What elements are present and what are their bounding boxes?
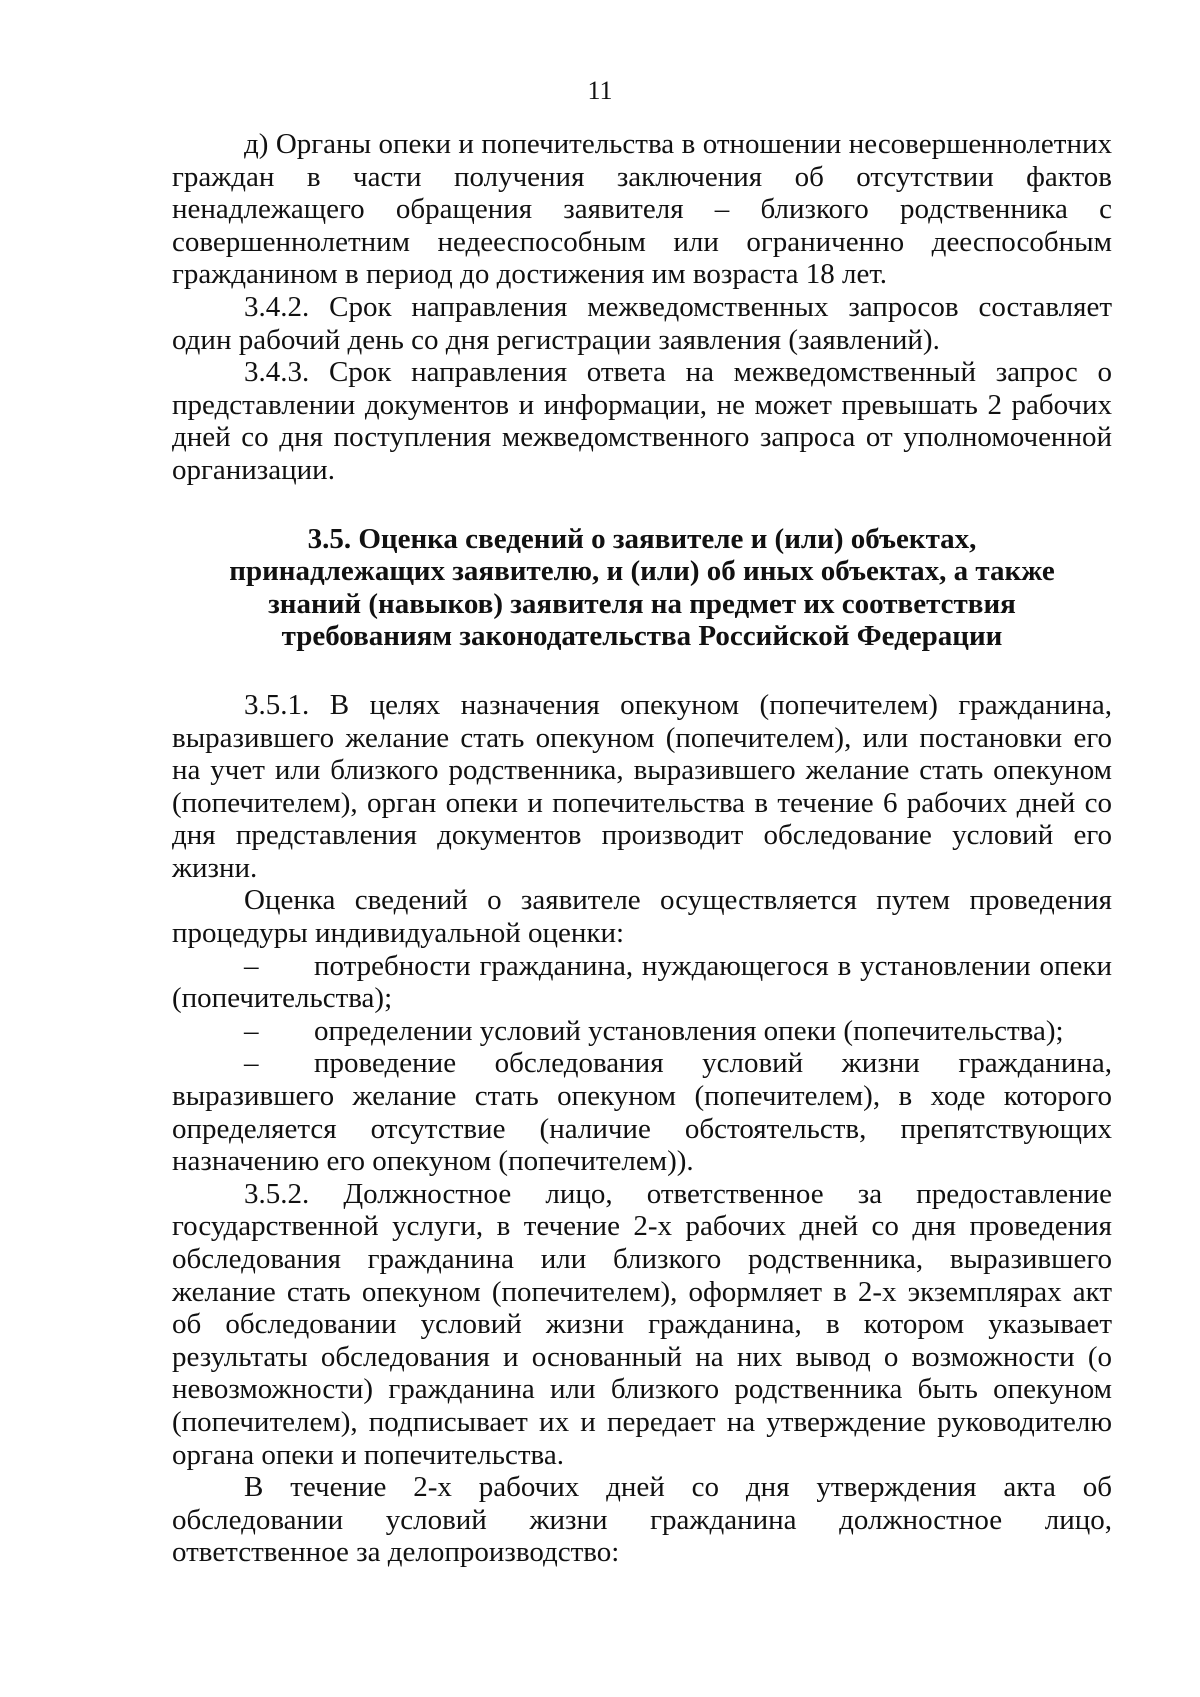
section-heading-3-5: 3.5. Оценка сведений о заявителе и (или) объектах, принадлежащих заявителю, и (или) об иных объектах, а также знаний (навыков) заявителя на предмет их соответствия требованиям законодательства Российской Федерации <box>229 522 1055 653</box>
page-number: 11 <box>587 76 613 105</box>
paragraph-organs-guardianship: д) Органы опеки и попечительства в отношении несовершеннолетних граждан в части получения заключения об отсутствии фактов ненадлежащего обращения заявителя – близкого родственника с совершеннолетним недееспособным или ограниченно дееспособным гражданином в период до достижения им возраста 18 лет. <box>172 128 1112 291</box>
list-item <box>172 950 1112 1015</box>
paragraph-3-5-1: 3.5.1. В целях назначения опекуном (попечителем) гражданина, выразившего желание стать опекуном (попечителем), или постановки его на учет или близкого родственника, выразившего желание стать опекуном (попечителем), орган опеки и попечительства в течение 6 рабочих дней со дня представления документов производит обследование условий его жизни. <box>172 688 1112 884</box>
paragraph-assessment-intro: Оценка сведений о заявителе осуществляется путем проведения процедуры индивидуальной оценки: <box>172 884 1112 950</box>
paragraph-3-4-3: 3.4.3. Срок направления ответа на межведомственный запрос о представлении документов и информации, не может превышать 2 рабочих дней со дня поступления межведомственного запроса от уполномоченной организации. <box>172 356 1112 486</box>
paragraph-after-approval: В течение 2-х рабочих дней со дня утверждения акта об обследовании условий жизни гражданина должностное лицо, ответственное за делопроизводство: <box>172 1471 1112 1569</box>
paragraph-3-4-2: 3.4.2. Срок направления межведомственных запросов составляет один рабочий день со дня регистрации заявления (заявлений). <box>172 290 1112 356</box>
list-item-text: потребности гражданина, нуждающегося в установлении опеки (попечительства); <box>172 949 1112 1015</box>
paragraph-3-5-2: 3.5.2. Должностное лицо, ответственное за предоставление государственной услуги, в течение 2-х рабочих дней со дня проведения обследования гражданина или близкого родственника, выразившего желание стать опекуном (попечителем), оформляет в 2-х экземплярах акт об обследовании условий жизни гражданина, в котором указывает результаты обследования и основанный на них вывод о возможности (о невозможности) гражданина или близкого родственника быть опекуном (попечителем), подписывает их и передает на утверждение руководителю органа опеки и попечительства. <box>172 1177 1112 1471</box>
document-body <box>172 128 1112 1569</box>
list-item <box>172 1015 1112 1048</box>
list-item-text: проведение обследования условий жизни гражданина, выразившего желание стать опекуном (попечителем), в ходе которого определяется отсутствие (наличие обстоятельств, препятствующих назначению его опекуном (попечителем)). <box>172 1047 1112 1178</box>
list-item-text: определении условий установления опеки (попечительства); <box>314 1014 1064 1047</box>
dash-marker: – <box>244 949 259 982</box>
list-item <box>172 1047 1112 1177</box>
dash-marker: – <box>244 1014 259 1047</box>
dash-marker: – <box>244 1047 259 1080</box>
